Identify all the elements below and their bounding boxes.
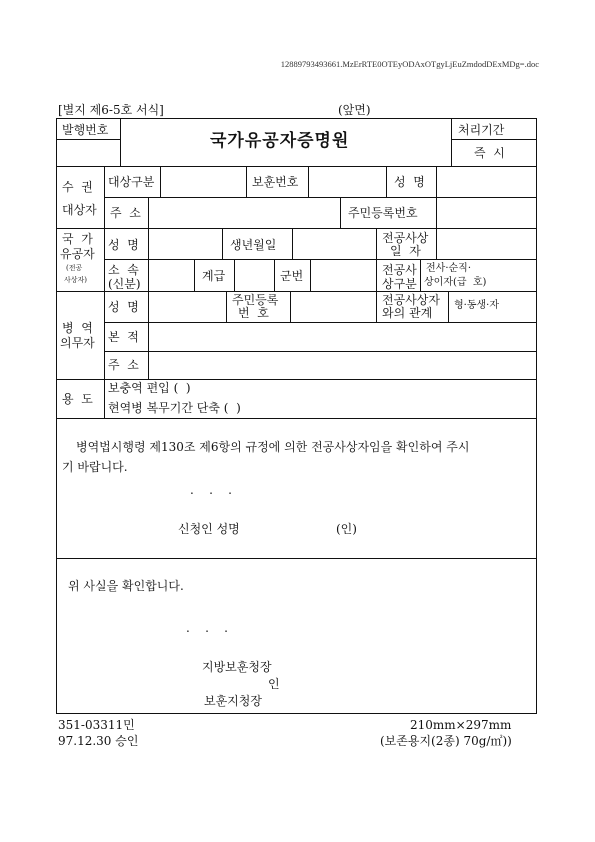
approval-date: 97.12.30 승인 bbox=[58, 734, 139, 748]
domicile-label: 본 적 bbox=[108, 330, 139, 344]
form-code: 351-03311민 bbox=[58, 718, 135, 732]
veteran-group-label: 유공자 bbox=[60, 247, 95, 261]
category-label: 대상구분 bbox=[108, 175, 155, 189]
recipient-group-label: 대상자 bbox=[62, 203, 97, 217]
purpose-label: 용 도 bbox=[62, 392, 93, 406]
rule bbox=[246, 166, 247, 197]
service-number-label: 군번 bbox=[280, 269, 304, 283]
rule bbox=[290, 291, 291, 322]
purpose-option-shortening[interactable]: 현역병 복무기간 단축 ( ) bbox=[108, 401, 241, 415]
rule bbox=[451, 139, 537, 140]
confirm-date: . . . bbox=[186, 621, 228, 635]
document-title: 국가유공자증명원 bbox=[210, 131, 350, 151]
rule bbox=[376, 228, 377, 291]
rule bbox=[56, 139, 120, 140]
form-number: [별지 제6-5호 서식] bbox=[58, 103, 164, 117]
rule bbox=[148, 228, 149, 291]
issue-number-label: 발행번호 bbox=[62, 123, 109, 137]
rule bbox=[451, 118, 452, 166]
recipient-rrn-label: 주민등록번호 bbox=[348, 206, 418, 220]
request-text: 기 바랍니다. bbox=[62, 460, 128, 474]
request-text: 병역법시행령 제130조 제6항의 규정에 의한 전공사상자임을 확인하여 주시 bbox=[76, 440, 470, 454]
relation-label: 전공사상자 bbox=[382, 293, 440, 307]
casualty-type-value: 상이자(급 호) bbox=[424, 277, 487, 288]
veteran-group-label: 사상자) bbox=[64, 276, 88, 284]
rule bbox=[436, 197, 437, 228]
rule bbox=[420, 259, 421, 291]
processing-period-label: 처리기간 bbox=[458, 123, 505, 137]
rule bbox=[56, 418, 537, 419]
official-seal: 인 bbox=[268, 677, 280, 691]
rule bbox=[274, 259, 275, 291]
rule bbox=[308, 166, 309, 197]
request-date: . . . bbox=[190, 483, 232, 497]
relation-label: 와의 관계 bbox=[382, 306, 433, 320]
rule bbox=[120, 118, 121, 166]
veteran-group-label: (전공 bbox=[66, 264, 83, 272]
conscript-address-label: 주 소 bbox=[108, 358, 139, 372]
processing-period-value: 즉 시 bbox=[474, 146, 505, 160]
rule bbox=[386, 166, 387, 197]
paper-size: 210mm×297mm bbox=[410, 718, 512, 732]
page-side: (앞면) bbox=[338, 103, 371, 117]
confirm-text: 위 사실을 확인합니다. bbox=[68, 579, 184, 593]
casualty-type-label: 전공사 bbox=[382, 263, 417, 277]
rule bbox=[310, 259, 311, 291]
rule bbox=[376, 291, 377, 322]
rule bbox=[104, 259, 537, 260]
veteran-name-label: 성 명 bbox=[108, 238, 139, 252]
unit-label: 소 속 bbox=[108, 263, 139, 277]
recipient-name-label: 성 명 bbox=[394, 175, 425, 189]
rule bbox=[226, 291, 227, 322]
rule bbox=[56, 558, 537, 559]
rule bbox=[56, 379, 537, 380]
applicant-name-label: 신청인 성명 bbox=[178, 522, 240, 536]
casualty-type-value: 전사·순직· bbox=[426, 263, 471, 274]
veteran-number-label: 보훈번호 bbox=[252, 175, 299, 189]
rule bbox=[56, 166, 537, 167]
conscript-rrn-label: 번 호 bbox=[238, 306, 269, 320]
rule bbox=[436, 166, 437, 197]
casualty-date-label: 전공사상 bbox=[382, 231, 429, 245]
rule bbox=[222, 228, 223, 259]
rule bbox=[104, 197, 537, 198]
relation-value: 형·동생·자 bbox=[454, 300, 499, 311]
rule bbox=[148, 197, 149, 228]
veteran-group-label: 국 가 bbox=[62, 232, 93, 246]
rule bbox=[436, 228, 437, 259]
rank-label: 계급 bbox=[202, 269, 226, 283]
rule bbox=[104, 322, 537, 323]
rule bbox=[194, 259, 195, 291]
rule bbox=[234, 259, 235, 291]
rule bbox=[292, 228, 293, 259]
conscript-group-label: 의무자 bbox=[60, 336, 95, 350]
file-name: 12889793493661.MzErRTE0OTEyODAxOTgyLjEuZmdodDExMDg=.doc bbox=[280, 59, 539, 69]
conscript-group-label: 병 역 bbox=[62, 321, 93, 335]
conscript-name-label: 성 명 bbox=[108, 300, 139, 314]
rule bbox=[104, 166, 105, 418]
recipient-group-label: 수 권 bbox=[62, 180, 93, 194]
rule bbox=[148, 291, 149, 379]
paper-spec: (보존용지(2종) 70g/㎡)) bbox=[380, 734, 512, 748]
conscript-rrn-label: 주민등록 bbox=[232, 293, 279, 307]
casualty-date-label: 일 자 bbox=[390, 244, 421, 258]
branch-office: 보훈지청장 bbox=[204, 694, 262, 708]
rule bbox=[160, 166, 161, 197]
rule bbox=[56, 291, 537, 292]
purpose-option-reserve[interactable]: 보충역 편입 ( ) bbox=[108, 381, 191, 395]
regional-office: 지방보훈청장 bbox=[202, 660, 272, 674]
rule bbox=[56, 228, 537, 229]
casualty-type-label: 상구분 bbox=[382, 277, 417, 291]
applicant-seal: (인) bbox=[336, 522, 357, 536]
birth-date-label: 생년월일 bbox=[230, 238, 277, 252]
unit-label: (신분) bbox=[108, 277, 141, 291]
recipient-address-label: 주 소 bbox=[110, 206, 141, 220]
rule bbox=[340, 197, 341, 228]
rule bbox=[104, 351, 537, 352]
rule bbox=[448, 291, 449, 322]
